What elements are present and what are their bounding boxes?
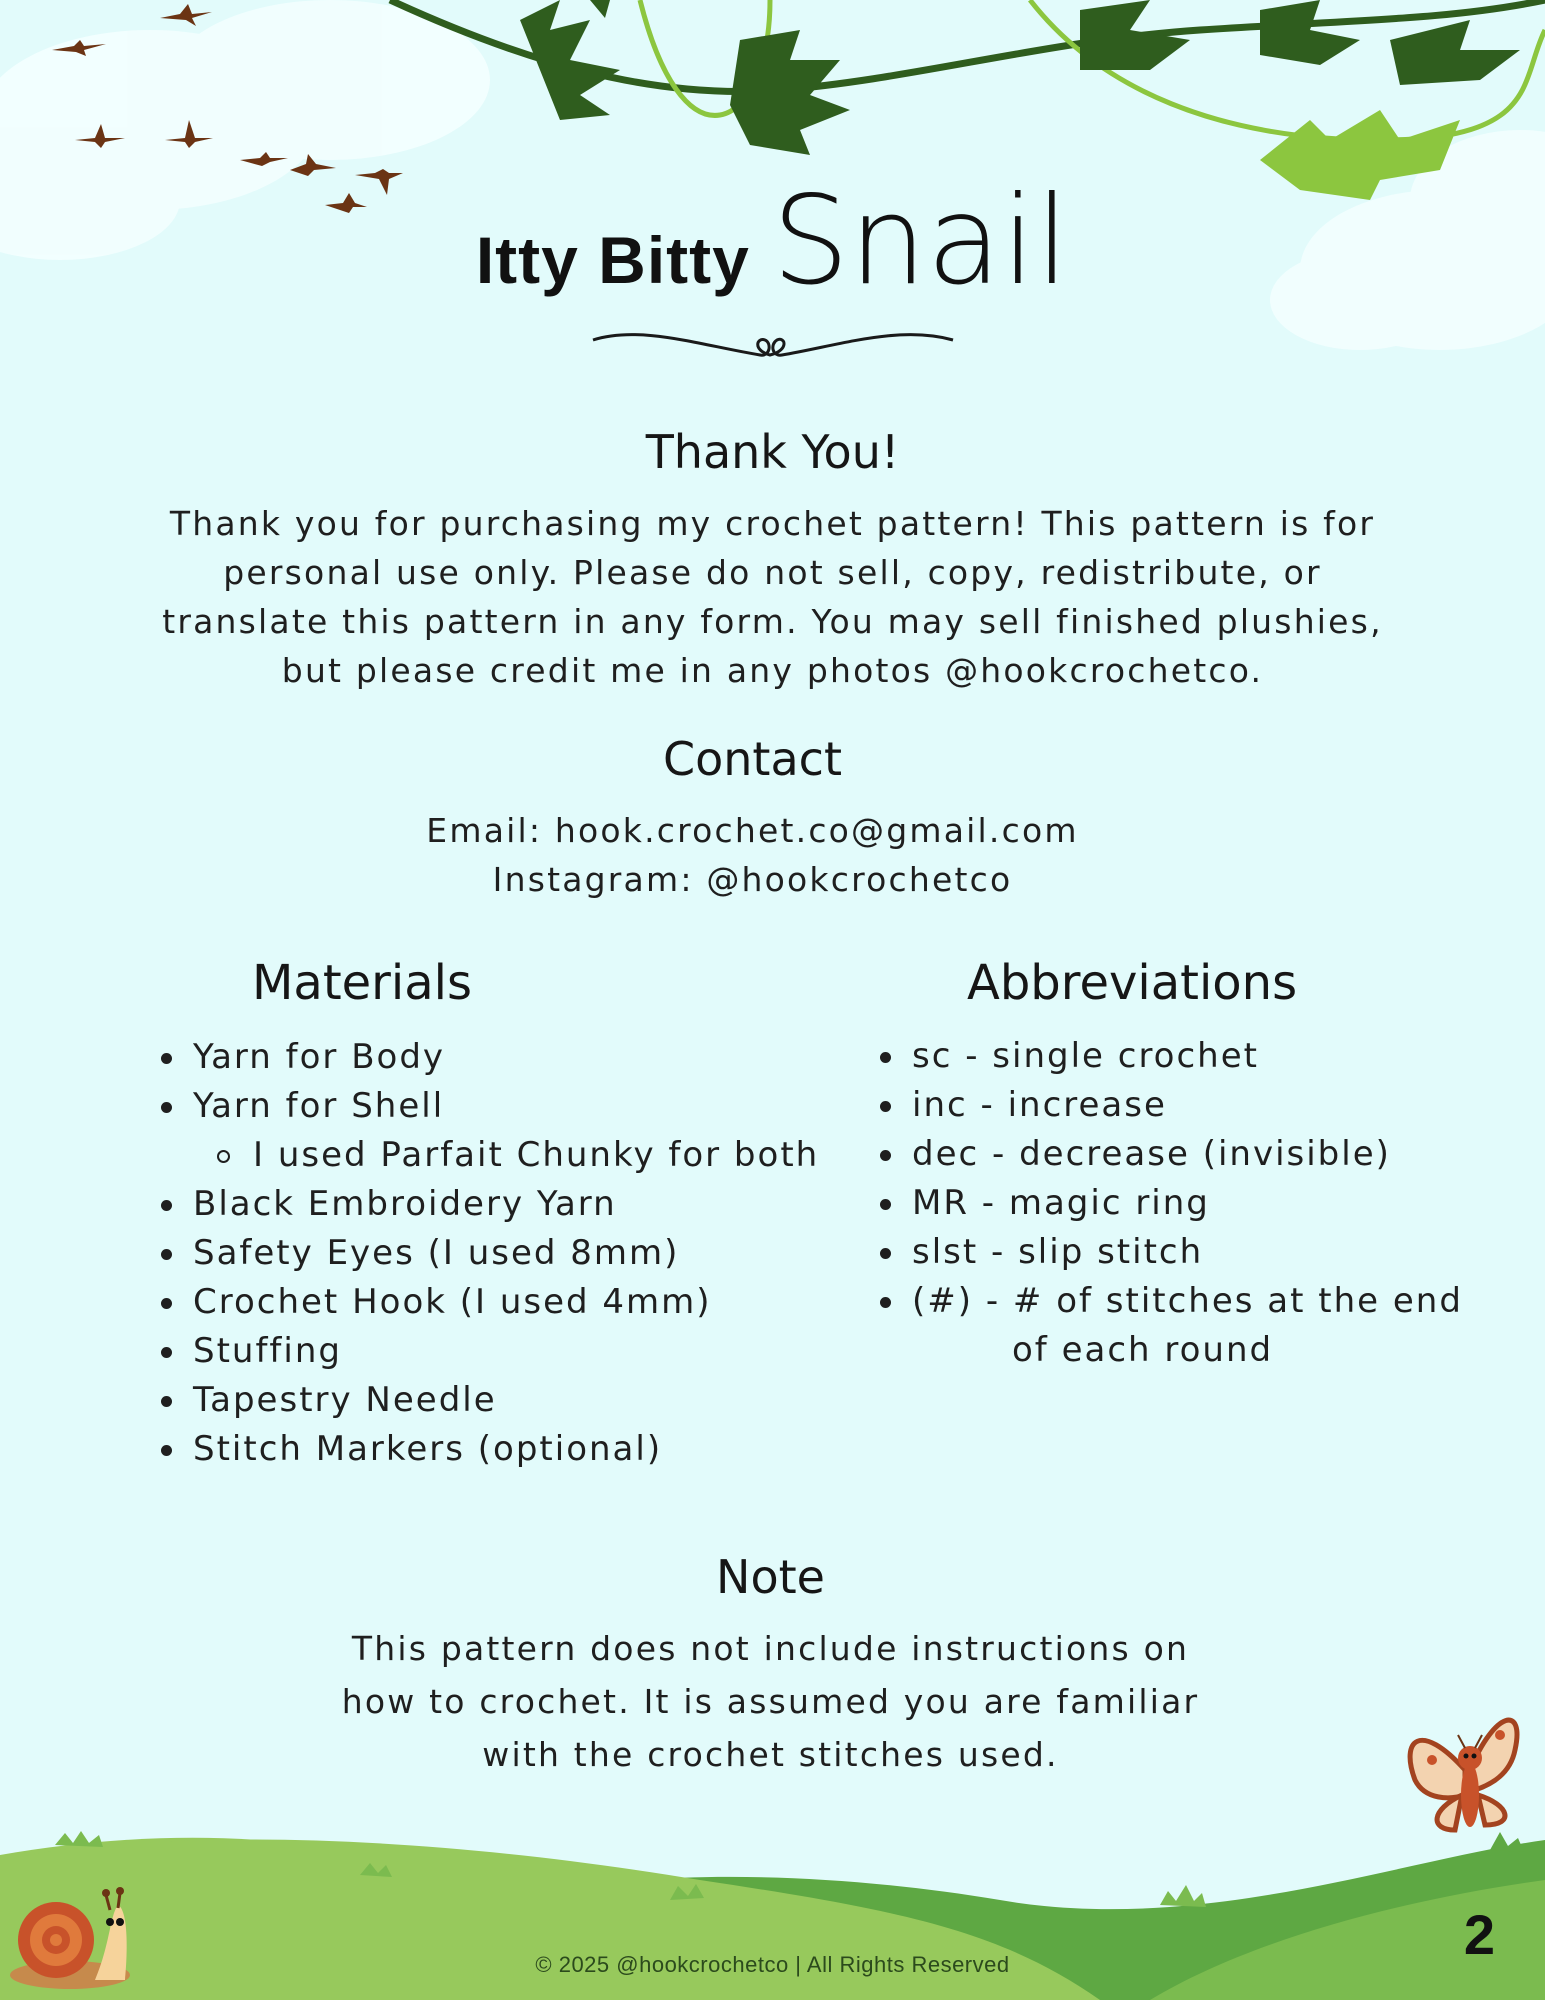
thank-you-line: but please credit me in any photos @hookcrochetco. xyxy=(281,651,1264,690)
note-heading: Note xyxy=(716,1550,825,1604)
page-title xyxy=(0,170,1545,312)
list-item: MR - magic ring xyxy=(912,1179,1463,1228)
note-line: how to crochet. It is assumed you are familiar xyxy=(341,1682,1200,1721)
thank-you-line: Thank you for purchasing my crochet pattern! This pattern is for xyxy=(169,504,1376,543)
list-item: Stuffing xyxy=(193,1327,819,1376)
list-item: (#) - # of stitches at the end xyxy=(912,1277,1463,1326)
list-sub-item: I used Parfait Chunky for both xyxy=(193,1131,819,1180)
list-item: Crochet Hook (I used 4mm) xyxy=(193,1278,819,1327)
title-snail: Snail xyxy=(771,170,1070,312)
thank-you-line: translate this pattern in any form. You may sell finished plushies, xyxy=(162,602,1383,641)
list-item: Yarn for Shell xyxy=(193,1082,819,1131)
list-item: sc - single crochet xyxy=(912,1032,1463,1081)
materials-heading: Materials xyxy=(252,955,473,1011)
title-itty-bitty: Itty Bitty xyxy=(475,223,750,297)
list-item: slst - slip stitch xyxy=(912,1228,1463,1277)
copyright-footer: © 2025 @hookcrochetco | All Rights Reserved xyxy=(535,1952,1010,1977)
note-line: with the crochet stitches used. xyxy=(482,1735,1059,1774)
note-section xyxy=(0,1550,1543,1781)
list-item: Stitch Markers (optional) xyxy=(193,1425,819,1474)
thank-you-heading: Thank You! xyxy=(645,425,900,479)
heart-swash-divider-icon xyxy=(593,335,953,356)
list-item: Black Embroidery Yarn xyxy=(193,1180,819,1229)
thank-you-text xyxy=(0,499,1545,695)
list-item: Yarn for Body xyxy=(193,1033,819,1082)
thank-you-line: personal use only. Please do not sell, copy, redistribute, or xyxy=(223,553,1322,592)
list-item-continuation: of each round xyxy=(1012,1330,1274,1370)
thank-you-section xyxy=(0,425,1545,695)
contact-instagram[interactable]: Instagram: @hookcrochetco xyxy=(492,860,1013,899)
note-line: This pattern does not include instructions on xyxy=(351,1629,1190,1668)
abbreviations-heading: Abbreviations xyxy=(967,955,1298,1011)
contact-email[interactable]: Email: hook.crochet.co@gmail.com xyxy=(426,811,1079,850)
list-item: inc - increase xyxy=(912,1081,1463,1130)
page-number: 2 xyxy=(1463,1903,1495,1966)
contact-section xyxy=(0,732,1525,904)
list-item: Tapestry Needle xyxy=(193,1376,819,1425)
contact-heading: Contact xyxy=(663,732,842,786)
materials-list xyxy=(193,1033,819,1474)
list-item: Safety Eyes (I used 8mm) xyxy=(193,1229,819,1278)
list-item: dec - decrease (invisible) xyxy=(912,1130,1463,1179)
abbreviations-list xyxy=(912,1032,1463,1375)
